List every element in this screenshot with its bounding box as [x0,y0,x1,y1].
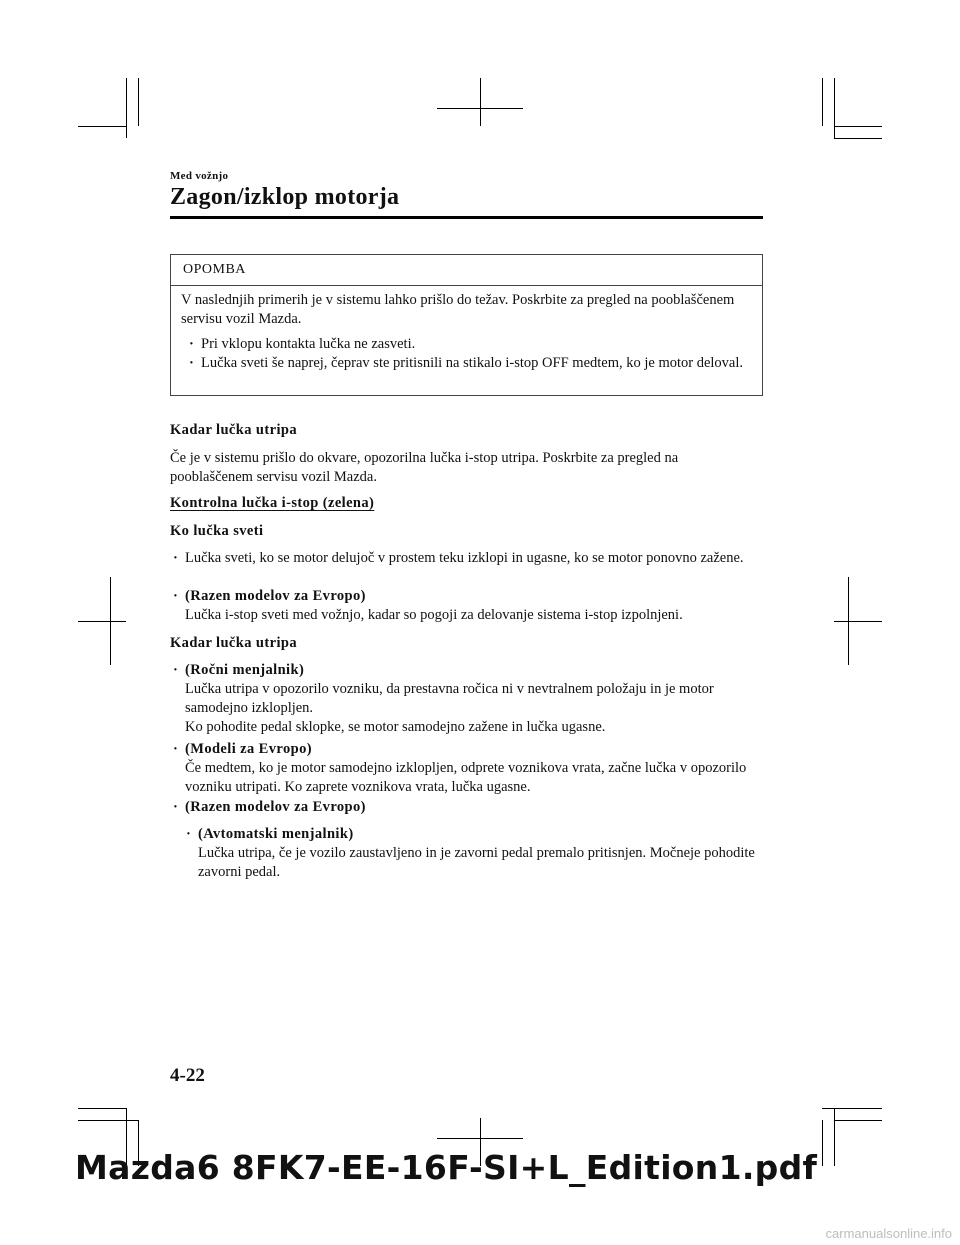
item-title: · (Avtomatski menjalnik) [198,826,354,842]
list-item [185,740,760,797]
crop-mark [78,621,126,622]
watermark: carmanualsonline.info [825,1226,952,1241]
list-item [185,661,760,737]
item-text: Če medtem, ko je motor samodejno izklopljen, odprete voznikova vrata, začne lučka v opozorilo vozniku utripati. Ko zaprete voznikova vrata, lučka ugasne. [185,760,747,795]
item-text: Lučka utripa v opozorilo vozniku, da prestavna ročica ni v nevtralnem položaju in je motor samodejno izklopljen. [185,681,714,716]
note-intro: V naslednjih primerih je v sistemu lahko prišlo do težav. Poskrbite za pregled na pooblaščenem servisu vozil Mazda. [181,292,735,327]
crop-mark [834,78,835,138]
item-title: · (Razen modelov za Evropo) [185,799,366,815]
crop-mark [437,108,523,109]
list-item [185,798,760,817]
crop-mark [834,1120,882,1121]
crop-mark [78,1120,138,1121]
crop-mark [834,1108,835,1166]
note-bullet: · Pri vklopu kontakta lučka ne zasveti. [181,335,752,354]
section-label: Med vožnjo [170,170,229,182]
list-item [185,549,760,568]
blink-heading: Kadar lučka utripa [170,422,297,438]
title-rule [170,216,763,219]
green-lamp-heading [170,494,760,513]
note-body [171,286,762,373]
crop-mark [834,621,882,622]
footer-filename: Mazda6 8FK7-EE-16F-SI+L_Edition1.pdf [75,1148,818,1187]
lamp-blink-heading: Kadar lučka utripa [170,635,297,651]
item-title: · (Razen modelov za Evropo) [185,588,366,604]
item-text: Ko pohodite pedal sklopke, se motor samodejno zažene in lučka ugasne. [185,719,606,735]
crop-mark [138,78,139,126]
crop-mark [834,126,882,127]
crop-mark [834,138,882,139]
item-text: Lučka sveti, ko se motor delujoč v prostem teku izklopi in ugasne, ko se motor ponovno zažene. [185,550,744,566]
crop-mark [126,78,127,138]
item-title: · (Modeli za Evropo) [185,741,312,757]
note-bullet: · Lučka sveti še naprej, čeprav ste pritisnili na stikalo i-stop OFF medtem, ko je motor deloval. [181,354,752,373]
lamp-on-heading: Ko lučka sveti [170,523,264,539]
crop-mark [822,78,823,126]
crop-mark [437,1138,523,1139]
page-number: 4-22 [170,1065,205,1086]
crop-mark [78,1108,126,1109]
list-item [198,825,758,882]
crop-mark [822,1120,823,1166]
list-item [185,587,760,625]
item-text: Lučka utripa, če je vozilo zaustavljeno in je zavorni pedal premalo pritisnjen. Močneje pohodite zavorni pedal. [198,845,755,880]
crop-mark [822,1108,882,1109]
crop-mark [78,126,126,127]
blink-text: Če je v sistemu prišlo do okvare, opozorilna lučka i-stop utripa. Poskrbite za pregled na pooblaščenem servisu vozil Mazda. [170,450,679,485]
item-title: · (Ročni menjalnik) [185,662,305,678]
note-heading: OPOMBA [171,255,762,286]
note-box [170,254,763,396]
green-lamp-heading-text: Kontrolna lučka i-stop (zelena) [170,495,375,511]
page-title: Zagon/izklop motorja [170,184,400,210]
item-text: Lučka i-stop sveti med vožnjo, kadar so pogoji za delovanje sistema i-stop izpolnjeni. [185,607,683,623]
crop-mark [480,78,481,126]
